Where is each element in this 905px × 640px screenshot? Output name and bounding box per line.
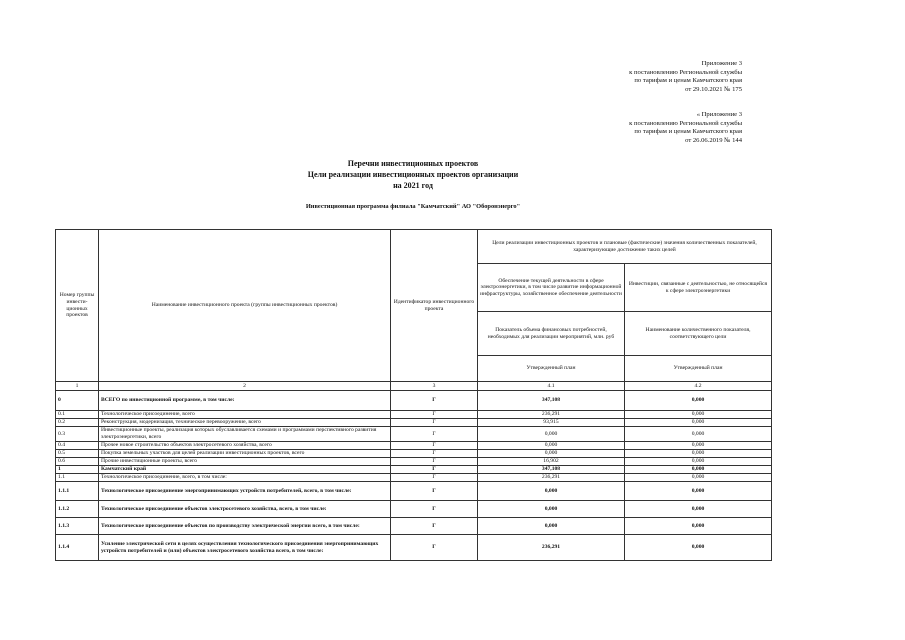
appendix-current — [629, 60, 742, 94]
title-line-1: Перечни инвестиционных проектов — [347, 159, 479, 168]
row-identifier: Г — [391, 535, 478, 561]
header-plan-2: Утвержденный план — [625, 356, 772, 382]
projects-table — [55, 229, 772, 561]
header-project-name: Наименование инвестиционного проекта (группы инвестиционных проектов) — [99, 230, 391, 382]
column-number: 4.2 — [625, 382, 772, 391]
title-line-2: Цели реализации инвестиционных проектов организации — [307, 170, 519, 179]
row-identifier: Г — [391, 482, 478, 501]
numbering-row — [56, 382, 772, 391]
row-identifier: Г — [391, 419, 478, 427]
row-identifier: Г — [391, 442, 478, 450]
appendix-line: к постановлению Региональной службы — [629, 119, 742, 127]
row-number: 1.1.1 — [56, 482, 99, 501]
table-row — [56, 466, 772, 474]
table-row — [56, 482, 772, 501]
header-goals: Цели реализации инвестиционных проектов и плановые (фактические) значения количественных показателей, характеризующие достижение таких целей — [478, 230, 772, 264]
row-value-plan-1: 0,000 — [478, 450, 625, 458]
table-row — [56, 411, 772, 419]
row-number: 1 — [56, 466, 99, 474]
row-value-plan-2: 0,000 — [625, 482, 772, 501]
appendix-line: по тарифам и ценам Камчатского края — [634, 77, 742, 85]
column-number: 1 — [56, 382, 99, 391]
row-value-plan-2: 0,000 — [625, 518, 772, 535]
row-value-plan-2: 0,000 — [625, 427, 772, 442]
row-value-plan-2: 0,000 — [625, 419, 772, 427]
row-identifier: Г — [391, 458, 478, 466]
column-number: 2 — [99, 382, 391, 391]
row-identifier: Г — [391, 474, 478, 482]
row-project-name: Технологическое присоединение энергопринимающих устройств потребителей, всего, в том числе: — [99, 482, 391, 501]
row-project-name: Технологическое присоединение объектов по производству электрической энергии всего, в том числе: — [99, 518, 391, 535]
row-number: 1.1.2 — [56, 501, 99, 518]
row-number: 0.3 — [56, 427, 99, 442]
row-project-name: Покупка земельных участков для целей реализации инвестиционных проектов, всего — [99, 450, 391, 458]
row-project-name: Прочее новое строительство объектов электросетевого хозяйства, всего — [99, 442, 391, 450]
row-identifier: Г — [391, 427, 478, 442]
row-number: 0.2 — [56, 419, 99, 427]
column-number: 4.1 — [478, 382, 625, 391]
row-number: 0 — [56, 391, 99, 411]
row-number: 1.1 — [56, 474, 99, 482]
program-name: Инвестиционная программа филиала "Камчатский" АО "Оборонэнерго" — [305, 203, 521, 210]
row-value-plan-2: 0,000 — [625, 458, 772, 466]
row-project-name: ВСЕГО по инвестиционной программе, в том числе: — [99, 391, 391, 411]
row-value-plan-1: 236,291 — [478, 535, 625, 561]
header-goal-1: Обеспечение текущей деятельности в сфере электроэнергетики, в том числе развитие информационной инфраструктуры, хозяйственное обеспечение деятельности — [478, 264, 625, 312]
row-value-plan-1: 16,902 — [478, 458, 625, 466]
row-number: 1.1.3 — [56, 518, 99, 535]
table-row — [56, 419, 772, 427]
row-value-plan-2: 0,000 — [625, 535, 772, 561]
row-project-name: Усиление электрической сети в целях осуществления технологического присоединения энергопринимающих устройств потребителей и (или) объектов электросетевого хозяйства всего, в том числе: — [99, 535, 391, 561]
header-identifier: Идентификатор инвестиционного проекта — [391, 230, 478, 382]
row-project-name: Технологическое присоединение, всего — [99, 411, 391, 419]
title-line-3: на 2021 год — [393, 181, 433, 190]
row-value-plan-1: 347,108 — [478, 466, 625, 474]
row-value-plan-1: 236,291 — [478, 411, 625, 419]
appendix-line: « Приложение 3 — [696, 111, 742, 118]
header-indicator-2: Наименование количественного показателя, соответствующего цели — [625, 312, 772, 356]
row-project-name: Реконструкция, модернизация, техническое перевооружение, всего — [99, 419, 391, 427]
row-identifier: Г — [391, 411, 478, 419]
appendix-line: к постановлению Региональной службы — [629, 68, 742, 76]
row-value-plan-1: 347,108 — [478, 391, 625, 411]
row-value-plan-2: 0,000 — [625, 501, 772, 518]
table-row — [56, 427, 772, 442]
table-row — [56, 442, 772, 450]
header-plan-1: Утвержденный план — [478, 356, 625, 382]
row-identifier: Г — [391, 466, 478, 474]
row-value-plan-1: 0,000 — [478, 518, 625, 535]
row-value-plan-1: 0,000 — [478, 442, 625, 450]
row-number: 0.5 — [56, 450, 99, 458]
row-value-plan-2: 0,000 — [625, 450, 772, 458]
table-row — [56, 474, 772, 482]
row-value-plan-2: 0,000 — [625, 466, 772, 474]
row-project-name: Прочие инвестиционные проекты, всего — [99, 458, 391, 466]
row-number: 1.1.4 — [56, 535, 99, 561]
row-identifier: Г — [391, 391, 478, 411]
row-number: 0.6 — [56, 458, 99, 466]
row-identifier: Г — [391, 501, 478, 518]
row-value-plan-1: 236,291 — [478, 474, 625, 482]
table-row — [56, 458, 772, 466]
row-value-plan-1: 0,000 — [478, 427, 625, 442]
row-value-plan-2: 0,000 — [625, 411, 772, 419]
appendix-line: от 29.10.2021 № 175 — [685, 85, 742, 93]
header-row — [56, 230, 772, 264]
row-value-plan-2: 0,000 — [625, 442, 772, 450]
appendix-line: от 26.06.2019 № 144 — [685, 136, 742, 144]
table-row — [56, 535, 772, 561]
table-row — [56, 501, 772, 518]
table-row — [56, 450, 772, 458]
row-project-name: Камчатский край — [99, 466, 391, 474]
row-number: 0.4 — [56, 442, 99, 450]
row-identifier: Г — [391, 450, 478, 458]
row-identifier: Г — [391, 518, 478, 535]
appendix-line: по тарифам и ценам Камчатского края — [634, 128, 742, 136]
row-project-name: Технологическое присоединение, всего, в том числе: — [99, 474, 391, 482]
table-row — [56, 518, 772, 535]
table-row — [56, 391, 772, 411]
row-value-plan-1: 93,915 — [478, 419, 625, 427]
appendix-line: Приложение 3 — [701, 60, 742, 67]
row-project-name: Технологическое присоединение объектов электросетевого хозяйства, всего, в том числе: — [99, 501, 391, 518]
appendix-previous — [629, 111, 742, 145]
row-value-plan-2: 0,000 — [625, 391, 772, 411]
column-number: 3 — [391, 382, 478, 391]
row-number: 0.1 — [56, 411, 99, 419]
header-goal-2: Инвестиции, связанные с деятельностью, не относящейся к сфере электроэнергетики — [625, 264, 772, 312]
row-value-plan-1: 0,000 — [478, 482, 625, 501]
header-indicator-1: Показатель объема финансовых потребностей, необходимых для реализации мероприятий, млн. руб — [478, 312, 625, 356]
row-value-plan-2: 0,000 — [625, 474, 772, 482]
header-group-number: Номер группы инвести-ционных проектов — [56, 230, 99, 382]
row-project-name: Инвестиционные проекты, реализация которых обуславливается схемами и программами перспективного развития электроэнергетики, всего — [99, 427, 391, 442]
row-value-plan-1: 0,000 — [478, 501, 625, 518]
